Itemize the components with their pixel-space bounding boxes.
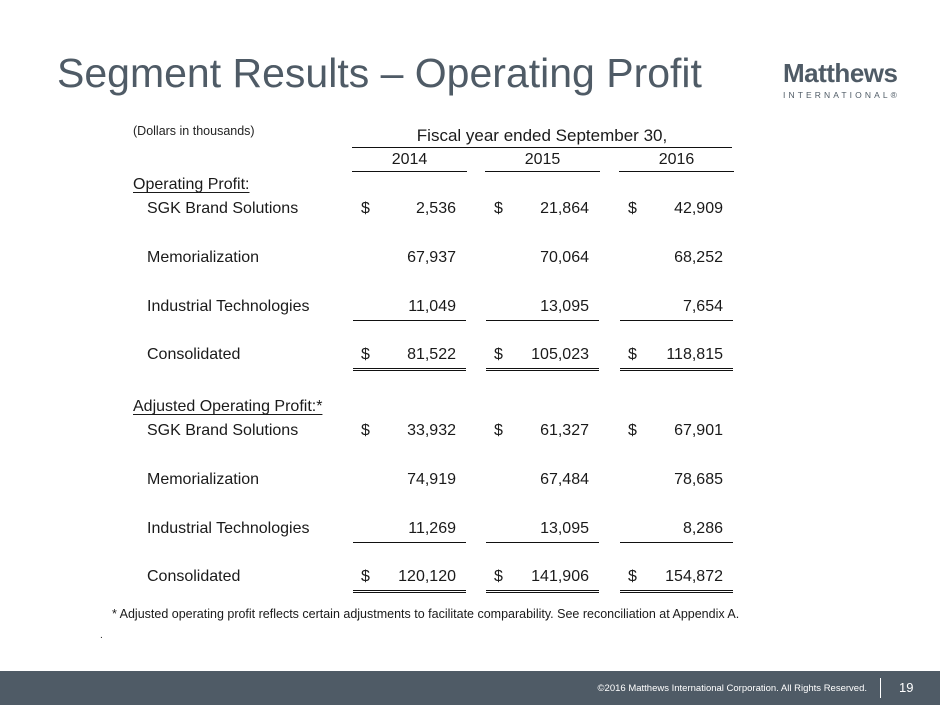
year-header-2015: 2015: [485, 151, 600, 172]
year-header-2016: 2016: [619, 151, 734, 172]
op-cell-cons-2015: $ 105,023: [486, 346, 599, 371]
op-cell-sgk-2016: $ 42,909: [628, 200, 723, 217]
footnote: * Adjusted operating profit reflects certain adjustments to facilitate comparability. See reconciliation at Appendix A.: [112, 607, 740, 621]
op-cell-cons-2014: $ 81,522: [353, 346, 466, 371]
fiscal-year-header: Fiscal year ended September 30,: [352, 126, 732, 148]
adj-cell-mem-2016: 78,685: [674, 471, 723, 488]
op-row-label-sgk: SGK Brand Solutions: [147, 200, 299, 217]
adj-cell-ind-2014: 11,269: [353, 520, 466, 543]
op-cell-ind-2016: 7,654: [620, 298, 733, 321]
operating-profit-heading: Operating Profit:: [133, 176, 250, 193]
adj-cell-ind-2015: 13,095: [486, 520, 599, 543]
adj-cell-mem-2015: 67,484: [540, 471, 589, 488]
adj-row-label-memorialization: Memorialization: [147, 471, 260, 488]
op-cell-ind-2014: 11,049: [353, 298, 466, 321]
op-cell-sgk-2014: $ 2,536: [361, 200, 456, 217]
adj-cell-sgk-2015: $ 61,327: [494, 422, 589, 439]
op-cell-sgk-2015: $ 21,864: [494, 200, 589, 217]
stray-mark: .: [100, 630, 103, 641]
units-note: (Dollars in thousands): [133, 124, 255, 138]
logo-subtitle: INTERNATIONAL®: [783, 90, 901, 100]
adj-cell-sgk-2016: $ 67,901: [628, 422, 723, 439]
footer-bar: [0, 671, 940, 705]
adj-cell-ind-2016: 8,286: [620, 520, 733, 543]
adj-cell-sgk-2014: $ 33,932: [361, 422, 456, 439]
op-cell-cons-2016: $ 118,815: [620, 346, 733, 371]
adjusted-operating-profit-heading: Adjusted Operating Profit:*: [133, 398, 323, 415]
op-row-label-consolidated: Consolidated: [147, 346, 241, 363]
adj-row-label-industrial: Industrial Technologies: [147, 520, 310, 537]
footer-divider: [880, 678, 881, 698]
op-cell-ind-2015: 13,095: [486, 298, 599, 321]
adj-cell-mem-2014: 74,919: [407, 471, 456, 488]
op-cell-mem-2015: 70,064: [540, 249, 589, 266]
page-number: 19: [899, 680, 914, 695]
adj-cell-cons-2016: $ 154,872: [620, 568, 733, 593]
adj-row-label-consolidated: Consolidated: [147, 568, 241, 585]
op-cell-mem-2014: 67,937: [407, 249, 456, 266]
op-cell-mem-2016: 68,252: [674, 249, 723, 266]
adj-row-label-sgk: SGK Brand Solutions: [147, 422, 299, 439]
adj-cell-cons-2015: $ 141,906: [486, 568, 599, 593]
op-row-label-industrial: Industrial Technologies: [147, 298, 310, 315]
company-logo: [783, 58, 901, 100]
year-header-2014: 2014: [352, 151, 467, 172]
adj-cell-cons-2014: $ 120,120: [353, 568, 466, 593]
logo-wordmark: Matthews: [783, 58, 898, 88]
copyright-notice: ©2016 Matthews International Corporation. All Rights Reserved.: [597, 683, 867, 694]
op-row-label-memorialization: Memorialization: [147, 249, 260, 266]
slide-title: Segment Results – Operating Profit: [57, 50, 702, 96]
